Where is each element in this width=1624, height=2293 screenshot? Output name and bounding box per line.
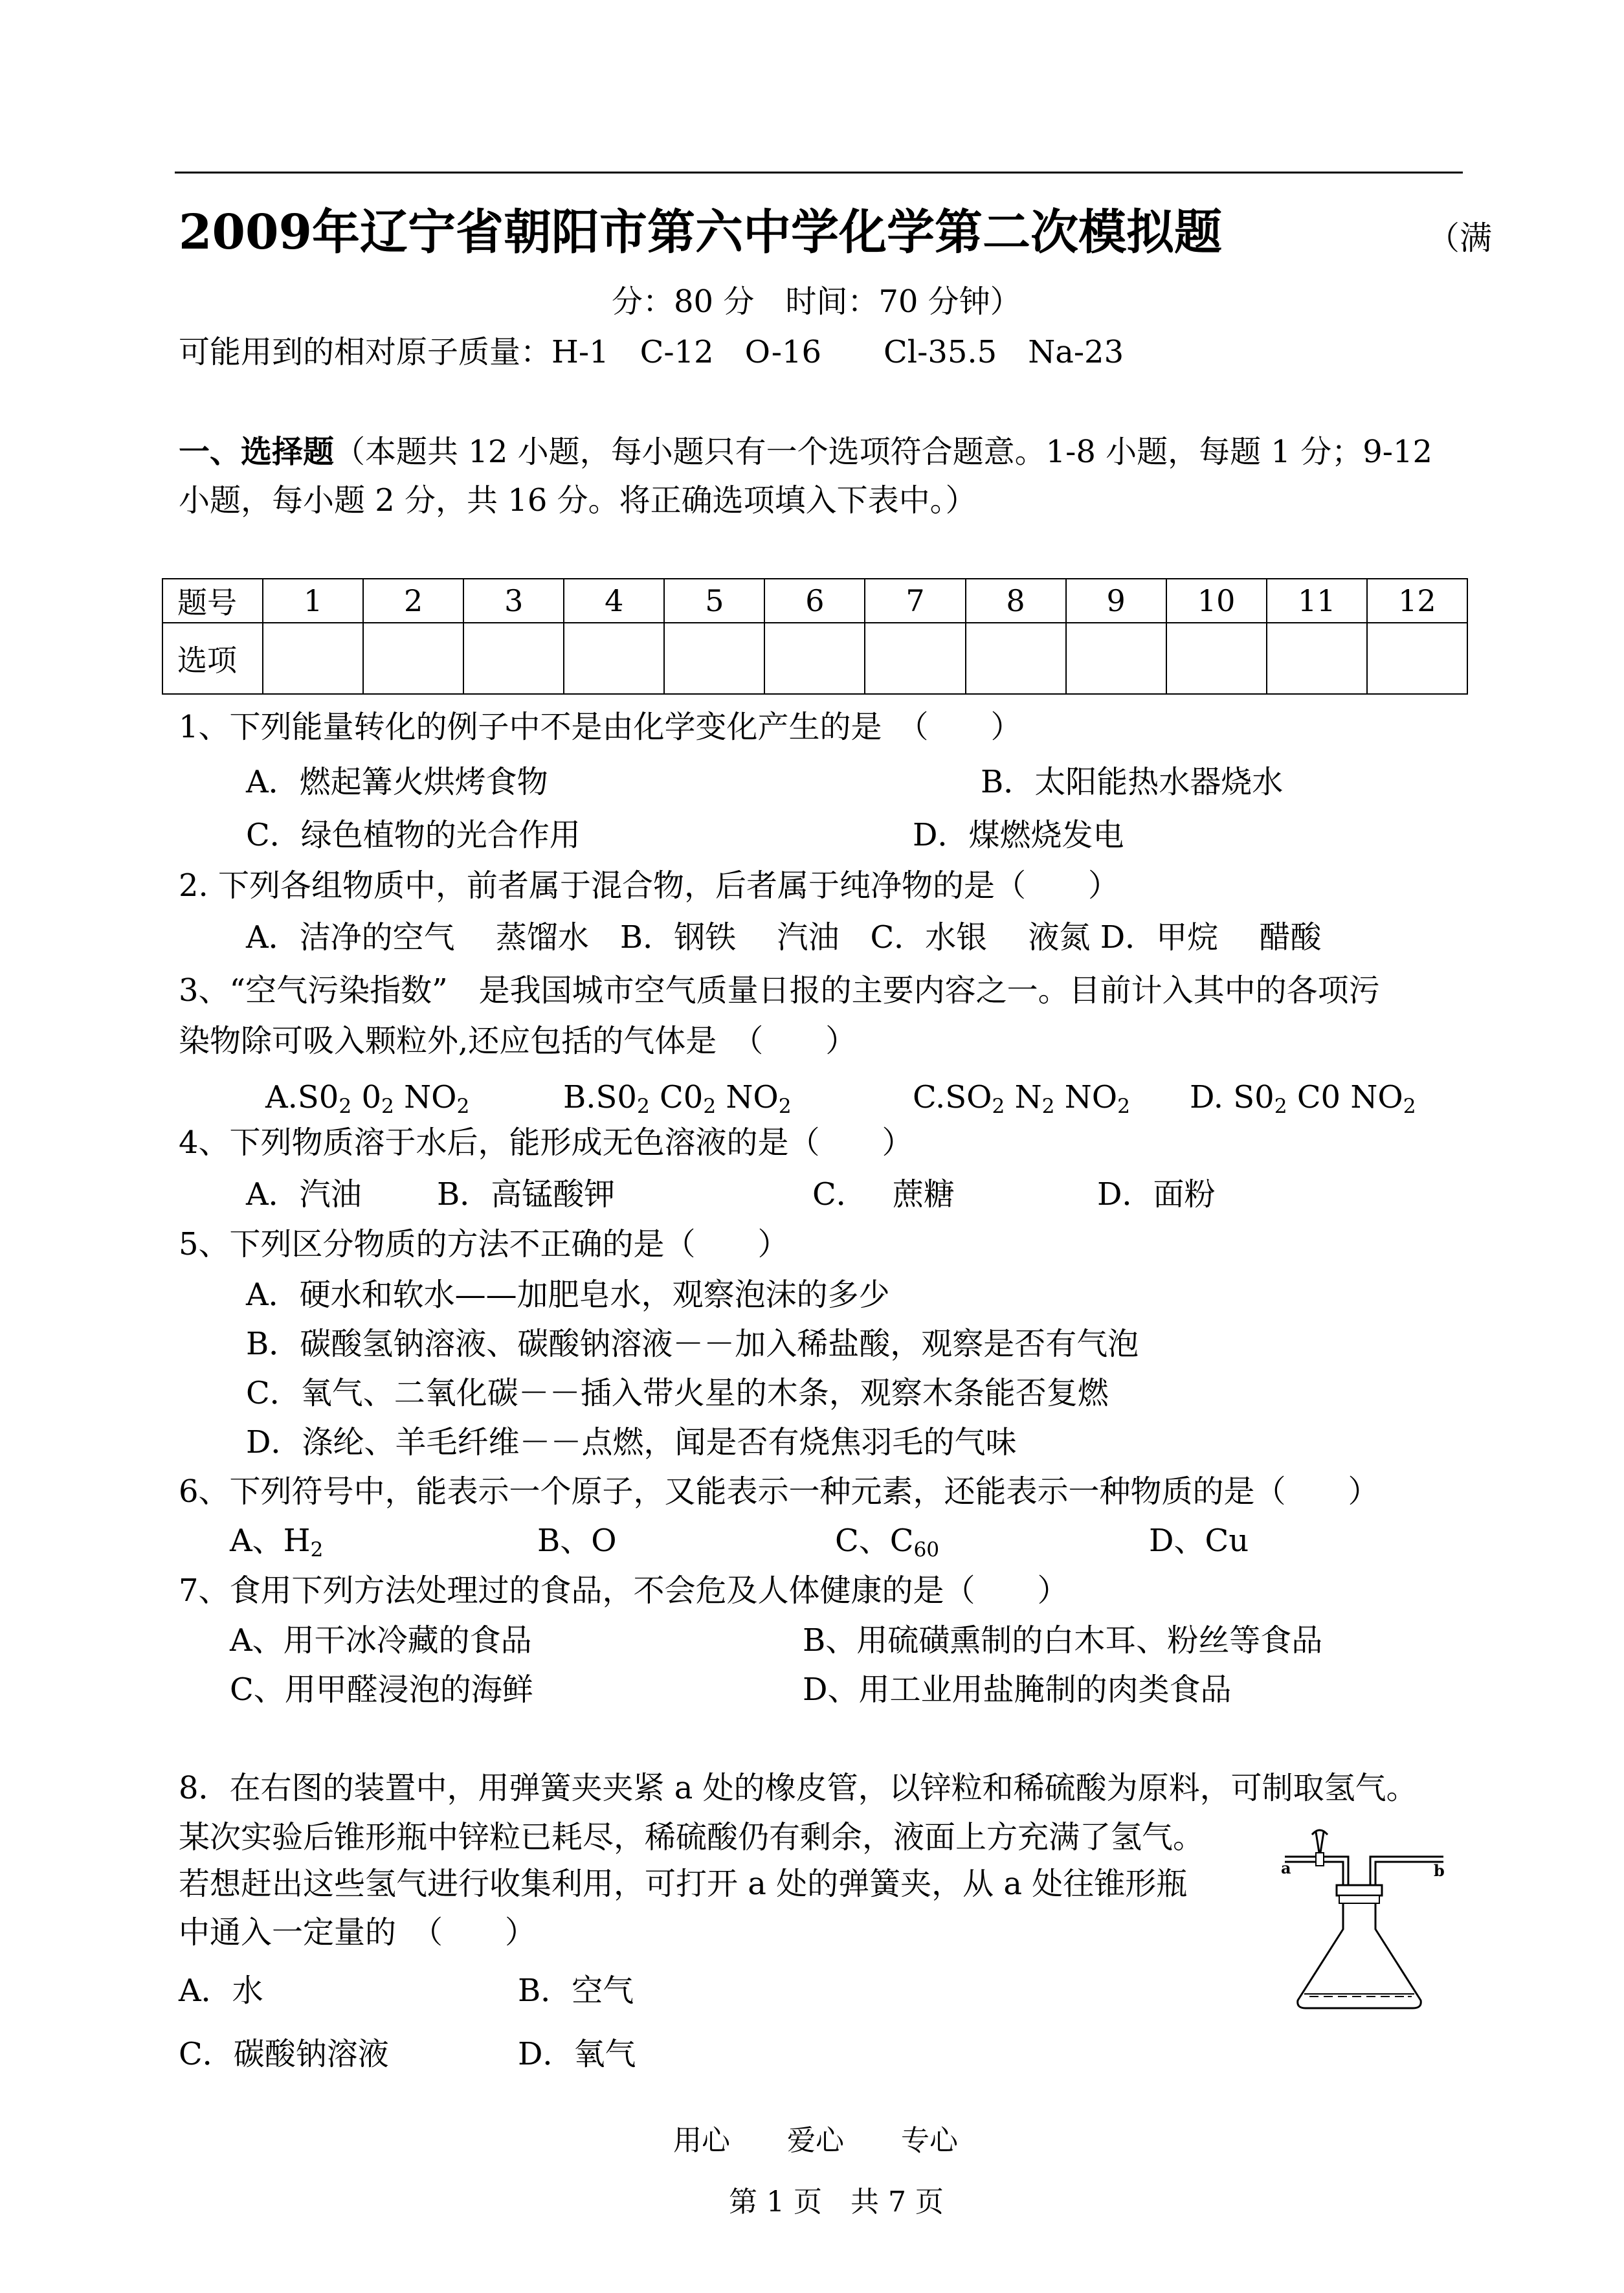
q4-option-b: B．高锰酸钾 <box>437 1176 616 1213</box>
q5-stem: 5、下列区分物质的方法不正确的是（ ） <box>179 1226 789 1262</box>
q8-option-b: B．空气 <box>518 1973 634 2009</box>
number-cell: 4 <box>564 579 664 623</box>
answer-table-number-row <box>162 579 1467 623</box>
q8-stem-4: 中通入一定量的 （ ） <box>179 1914 537 1951</box>
q6-option-c <box>835 1521 939 1569</box>
q7-option-a: A、用干冰冷藏的食品 <box>230 1622 532 1659</box>
q3-c-sub: 2 <box>1117 1094 1130 1118</box>
q3-stem-1: 3、“空气污染指数” 是我国城市空气质量日报的主要内容之一。目前计入其中的各项污 <box>179 972 1380 1009</box>
q3-c-text: C.SO <box>913 1079 992 1115</box>
section1-instructions-1: （本题共 12 小题，每小题只有一个选项符合题意。1-8 小题，每题 1 分；9-12 <box>334 434 1433 470</box>
q8-stem-3: 若想赶出这些氢气进行收集利用，可打开 a 处的弹簧夹，从 a 处往锥形瓶 <box>179 1866 1188 1902</box>
q3-a-sub: 2 <box>456 1094 470 1118</box>
q3-d-text: D. S0 <box>1190 1079 1274 1115</box>
number-cell: 9 <box>1066 579 1166 623</box>
answer-cell[interactable] <box>1166 623 1267 694</box>
q3-b-text: C0 <box>649 1079 704 1115</box>
page-number: 第 1 页 共 7 页 <box>729 2186 944 2219</box>
header-rule <box>175 172 1463 173</box>
row-label-answer: 选项 <box>162 623 263 694</box>
title-suffix: （满 <box>1427 219 1492 257</box>
number-cell: 6 <box>764 579 865 623</box>
q1-option-c: C．绿色植物的光合作用 <box>246 817 581 853</box>
q3-c-sub: 2 <box>1041 1094 1055 1118</box>
q3-a-text: 0 <box>351 1079 381 1115</box>
q3-c-text: NO <box>1054 1079 1118 1115</box>
q7-stem: 7、食用下列方法处理过的食品，不会危及人体健康的是（ ） <box>179 1572 1069 1609</box>
q1-option-a: A．燃起篝火烘烤食物 <box>246 764 548 800</box>
q3-option-d <box>1190 1078 1416 1126</box>
q8-option-d: D．氧气 <box>518 2036 636 2072</box>
section1-line1 <box>179 432 1432 471</box>
q7-option-b: B、用硫磺熏制的白木耳、粉丝等食品 <box>803 1622 1323 1659</box>
number-cell: 8 <box>966 579 1066 623</box>
q3-b-sub: 2 <box>703 1094 717 1118</box>
answer-cell[interactable] <box>1367 623 1467 694</box>
q6-option-d: D、Cu <box>1149 1523 1249 1559</box>
number-cell: 10 <box>1166 579 1267 623</box>
q6-stem: 6、下列符号中，能表示一个原子，又能表示一种元素，还能表示一种物质的是（ ） <box>179 1473 1379 1510</box>
q6-option-a <box>230 1521 323 1569</box>
q6-a-sub: 2 <box>310 1538 324 1561</box>
number-cell: 5 <box>664 579 764 623</box>
answer-cell[interactable] <box>664 623 764 694</box>
q3-d-sub: 2 <box>1403 1094 1416 1118</box>
number-cell: 11 <box>1267 579 1367 623</box>
q3-a-sub: 2 <box>381 1094 394 1118</box>
q6-option-b: B、O <box>537 1523 617 1559</box>
q5-option-d: D．涤纶、羊毛纤维－－点燃，闻是否有烧焦羽毛的气味 <box>246 1424 1017 1460</box>
q8-stem-1: 8．在右图的装置中，用弹簧夹夹紧 a 处的橡皮管，以锌粒和稀硫酸为原料，可制取氢气。 <box>179 1770 1418 1806</box>
answer-cell[interactable] <box>363 623 463 694</box>
q3-b-text: B.S0 <box>563 1079 637 1115</box>
q1-option-b: B．太阳能热水器烧水 <box>981 764 1284 800</box>
q3-option-b <box>563 1078 792 1126</box>
number-cell: 3 <box>463 579 564 623</box>
q4-option-a: A．汽油 <box>246 1176 362 1213</box>
q1-stem: 1、下列能量转化的例子中不是由化学变化产生的是 （ ） <box>179 709 1022 745</box>
answer-cell[interactable] <box>1066 623 1166 694</box>
q3-b-text: NO <box>716 1079 779 1115</box>
q3-b-sub: 2 <box>636 1094 650 1118</box>
figure-label-a: a <box>1281 1859 1291 1877</box>
q3-a-text: A.S0 <box>265 1079 339 1115</box>
answer-cell[interactable] <box>263 623 363 694</box>
q3-b-sub: 2 <box>778 1094 792 1118</box>
q7-option-c: C、用甲醛浸泡的海鲜 <box>230 1672 533 1708</box>
answer-cell[interactable] <box>463 623 564 694</box>
q4-option-d: D．面粉 <box>1097 1176 1216 1213</box>
q2-stem: 2. 下列各组物质中，前者属于混合物，后者属于纯净物的是（ ） <box>179 867 1120 904</box>
number-cell: 1 <box>263 579 363 623</box>
q3-a-text: NO <box>394 1079 457 1115</box>
q3-option-c <box>913 1078 1130 1126</box>
q5-option-b: B．碳酸氢钠溶液、碳酸钠溶液－－加入稀盐酸，观察是否有气泡 <box>246 1326 1139 1362</box>
answer-table <box>162 578 1468 695</box>
q4-option-c: C． 蔗糖 <box>812 1176 955 1213</box>
atomic-masses: 可能用到的相对原子质量：H-1 C-12 O-16 Cl-35.5 Na-23 <box>179 334 1124 370</box>
q6-c-text: C、C <box>835 1523 914 1559</box>
answer-cell[interactable] <box>764 623 865 694</box>
q3-option-a <box>265 1078 469 1126</box>
section1-instructions-2: 小题，每小题 2 分，共 16 分。将正确选项填入下表中。） <box>179 482 977 519</box>
flask-apparatus-figure <box>1278 1806 1453 2013</box>
q3-c-sub: 2 <box>992 1094 1005 1118</box>
answer-table-answer-row <box>162 623 1467 694</box>
q3-c-text: N <box>1005 1079 1042 1115</box>
q5-option-a: A．硬水和软水——加肥皂水，观察泡沫的多少 <box>246 1277 890 1313</box>
q7-option-d: D、用工业用盐腌制的肉类食品 <box>803 1672 1232 1708</box>
q3-d-sub: 2 <box>1274 1094 1287 1118</box>
answer-cell[interactable] <box>564 623 664 694</box>
q2-options: A．洁净的空气 蒸馏水 B．钢铁 汽油 C．水银 液氮 D．甲烷 醋酸 <box>246 919 1322 956</box>
answer-cell[interactable] <box>865 623 965 694</box>
q3-d-text: C0 NO <box>1287 1079 1403 1115</box>
exam-info: 分：80 分 时间：70 分钟） <box>612 284 1021 320</box>
page-title: 2009年辽宁省朝阳市第六中学化学第二次模拟题 <box>179 205 1222 260</box>
row-label-number: 题号 <box>162 579 263 623</box>
q8-option-c: C．碳酸钠溶液 <box>179 2036 389 2072</box>
number-cell: 2 <box>363 579 463 623</box>
q8-stem-2: 某次实验后锥形瓶中锌粒已耗尽，稀硫酸仍有剩余，液面上方充满了氢气。 <box>179 1819 1205 1855</box>
q1-option-d: D．煤燃烧发电 <box>913 817 1124 853</box>
answer-cell[interactable] <box>966 623 1066 694</box>
q3-stem-2: 染物除可吸入颗粒外,还应包括的气体是 （ ） <box>179 1023 857 1059</box>
answer-cell[interactable] <box>1267 623 1367 694</box>
number-cell: 12 <box>1367 579 1467 623</box>
q8-option-a: A．水 <box>179 1973 263 2009</box>
q3-a-sub: 2 <box>339 1094 352 1118</box>
number-cell: 7 <box>865 579 965 623</box>
q5-option-c: C．氧气、二氧化碳－－插入带火星的木条，观察木条能否复燃 <box>246 1375 1109 1411</box>
q6-a-text: A、H <box>230 1523 311 1559</box>
figure-label-b: b <box>1434 1861 1445 1880</box>
q6-c-sub: 60 <box>913 1538 940 1561</box>
footer-motto: 用心 爱心 专心 <box>673 2124 958 2157</box>
section1-heading: 一、选择题 <box>179 434 335 470</box>
q4-stem: 4、下列物质溶于水后，能形成无色溶液的是（ ） <box>179 1124 913 1161</box>
